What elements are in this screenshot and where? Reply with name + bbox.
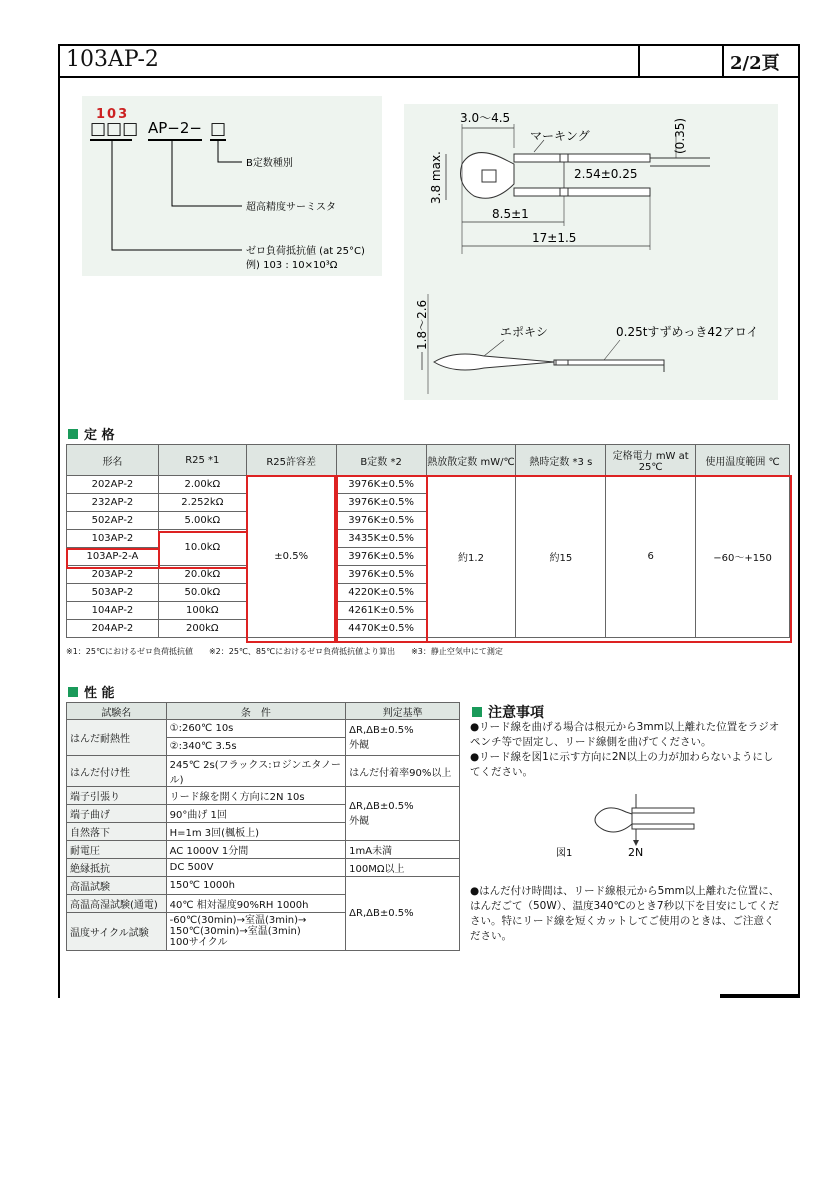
label-resistance: ゼロ負荷抵抗値 (at 25°C)	[246, 246, 365, 257]
figure-label: 図1	[556, 848, 573, 859]
caution-item-1: ●リード線を曲げる場合は根元から3mm以上離れた位置をラジオペンチ等で固定し、リード線側を曲げてください。	[470, 721, 780, 748]
dissipation-cell: 約1.2	[426, 476, 516, 638]
performance-section-title: 性 能	[68, 682, 115, 701]
highlight-bconst	[334, 475, 428, 643]
caution-section-title: 注意事項	[472, 702, 544, 722]
dim-pitch: 2.54±0.25	[574, 167, 638, 181]
table-row: 203AP-2 20.0kΩ 3976K±0.5%	[67, 566, 790, 584]
table-row: ②:340℃ 3.5s	[67, 738, 460, 756]
code-box: □	[210, 119, 227, 139]
code-boxes: □□□	[90, 119, 139, 139]
label-example: 例) 103 : 10×10³Ω	[246, 260, 338, 271]
performance-table: 試験名 条 件 判定基準 はんだ耐熱性 ①:260℃ 10s ΔR,ΔB±0.5% 外観 ②:340℃ 3.5s はんだ付け性 245℃ 2s(フラックス:ロジンエタノール) はんだ付着率90%以上 端子引張り リード線を開く方向に2N 10s ΔR,ΔB±0.5% 外観 端子曲げ 90°曲げ 1回 自然落下 H=1m 3回(楓板上) 耐電圧 AC 1000V 1分間 1mA未満 絶縁抵抗 DC 500V 100MΩ以上 高温試験 150℃ 1000h ΔR,ΔB±0.5% 高温高湿試験(通電) 40℃ 相対湿度90%RH 1000h 温度サイクル試験 -60℃(30min)→室温(3min)→ 150℃(30min)→室温(3min) 100サイクル	[66, 702, 460, 951]
table-row: 自然落下 H=1m 3回(楓板上)	[67, 823, 460, 841]
rating-header-2: R25許容差	[246, 445, 336, 476]
table-row: 温度サイクル試験 -60℃(30min)→室温(3min)→ 150℃(30min)→室温(3min) 100サイクル	[67, 913, 460, 951]
force-label: 2N	[628, 846, 644, 859]
footer-bar	[720, 994, 798, 998]
table-row: 103AP-2 10.0kΩ 3435K±0.5%	[67, 530, 790, 548]
power-cell: 6	[606, 476, 696, 638]
dim-thickness: (0.35)	[673, 117, 687, 154]
highlight-specs	[426, 475, 792, 643]
table-row: 202AP-2 2.00kΩ ±0.5% 3976K±0.5% 約1.2 約15 6 −60〜+150	[67, 476, 790, 494]
section-marker-icon	[68, 429, 78, 439]
rating-note: ※1：25℃におけるゼロ負荷抵抗値 ※2：25℃、85℃におけるゼロ負荷抵抗値より算出 ※3：静止空気中にて測定	[66, 647, 503, 656]
label-thermistor: 超高精度サーミスタ	[246, 202, 336, 213]
highlight-10k	[158, 531, 248, 569]
series-code: AP−2−	[148, 119, 202, 137]
table-row: 503AP-2 50.0kΩ 4220K±0.5%	[67, 584, 790, 602]
dimension-drawing	[404, 104, 778, 400]
highlight-103ap2a	[66, 548, 160, 569]
dim-epoxy: エポキシ	[500, 325, 548, 339]
table-row: 204AP-2 200kΩ 4470K±0.5%	[67, 620, 790, 638]
rating-header-0: 形名	[67, 445, 159, 476]
rating-header-3: B定数 *2	[336, 445, 426, 476]
caution-item-2: ●リード線を図1に示す方向に2N以上の力が加わらないようにしてください。	[470, 751, 774, 778]
table-row: 104AP-2 100kΩ 4261K±0.5%	[67, 602, 790, 620]
table-row: 絶縁抵抗 DC 500V 100MΩ以上	[67, 859, 460, 877]
table-row: はんだ付け性 245℃ 2s(フラックス:ロジンエタノール) はんだ付着率90%以上	[67, 756, 460, 787]
rating-header-5: 熱時定数 *3 s	[516, 445, 606, 476]
page-number: 2/2頁	[730, 53, 780, 74]
time-constant-cell: 約15	[516, 476, 606, 638]
part-number-diagram	[82, 96, 382, 276]
table-row: 耐電圧 AC 1000V 1分間 1mA未満	[67, 841, 460, 859]
table-row: 端子引張り リード線を開く方向に2N 10s ΔR,ΔB±0.5% 外観	[67, 787, 460, 805]
dim-width: 3.0〜4.5	[460, 111, 511, 125]
part-number-panel	[82, 96, 382, 276]
table-row: はんだ耐熱性 ①:260℃ 10s ΔR,ΔB±0.5% 外観	[67, 720, 460, 738]
temp-range-cell: −60〜+150	[696, 476, 790, 638]
code-top: 103	[96, 107, 130, 122]
rating-section-title: 定 格	[68, 424, 115, 443]
rating-header-6: 定格電力 mW at 25℃	[606, 445, 696, 476]
table-row: 232AP-2 2.252kΩ 3976K±0.5%	[67, 494, 790, 512]
section-marker-icon	[68, 687, 78, 697]
section-marker-icon	[472, 707, 482, 717]
caution-item-3: ●はんだ付け時間は、リード線根元から5mm以上離れた位置に、はんだごて（50W）、温度340℃のとき7秒以下を目安にしてください。特にリード線を短くカットしてご使用のときは、ご注意ください。	[470, 885, 780, 942]
caution-list	[470, 720, 782, 780]
table-row: 502AP-2 5.00kΩ 3976K±0.5%	[67, 512, 790, 530]
dim-marking: マーキング	[530, 129, 590, 143]
rating-header-1: R25 *1	[158, 445, 246, 476]
table-row: 103AP-2-A 3976K±0.5%	[67, 548, 790, 566]
header	[58, 44, 798, 78]
dim-height: 3.8 max.	[429, 151, 443, 204]
table-row: 端子曲げ 90°曲げ 1回	[67, 805, 460, 823]
dimension-drawing-panel	[404, 104, 778, 400]
caution-list-2	[470, 884, 782, 944]
page-title: 103AP-2	[66, 47, 159, 72]
dim-lead: 0.25tすずめっき42アロイ	[616, 325, 759, 339]
table-row: 高温高湿試験(通電) 40℃ 相対湿度90%RH 1000h	[67, 895, 460, 913]
figure-1	[556, 790, 706, 860]
label-b-type: B定数種別	[246, 158, 293, 169]
tolerance-cell: ±0.5%	[246, 476, 336, 638]
highlight-tolerance	[246, 475, 338, 643]
dim-dia: 1.8〜2.6	[415, 299, 429, 350]
dim-len1: 8.5±1	[492, 207, 529, 221]
rating-header-4: 熱放散定数 mW/℃	[426, 445, 516, 476]
dim-len2: 17±1.5	[532, 231, 577, 245]
table-row: 高温試験 150℃ 1000h ΔR,ΔB±0.5%	[67, 877, 460, 895]
rating-header-7: 使用温度範囲 ℃	[696, 445, 790, 476]
